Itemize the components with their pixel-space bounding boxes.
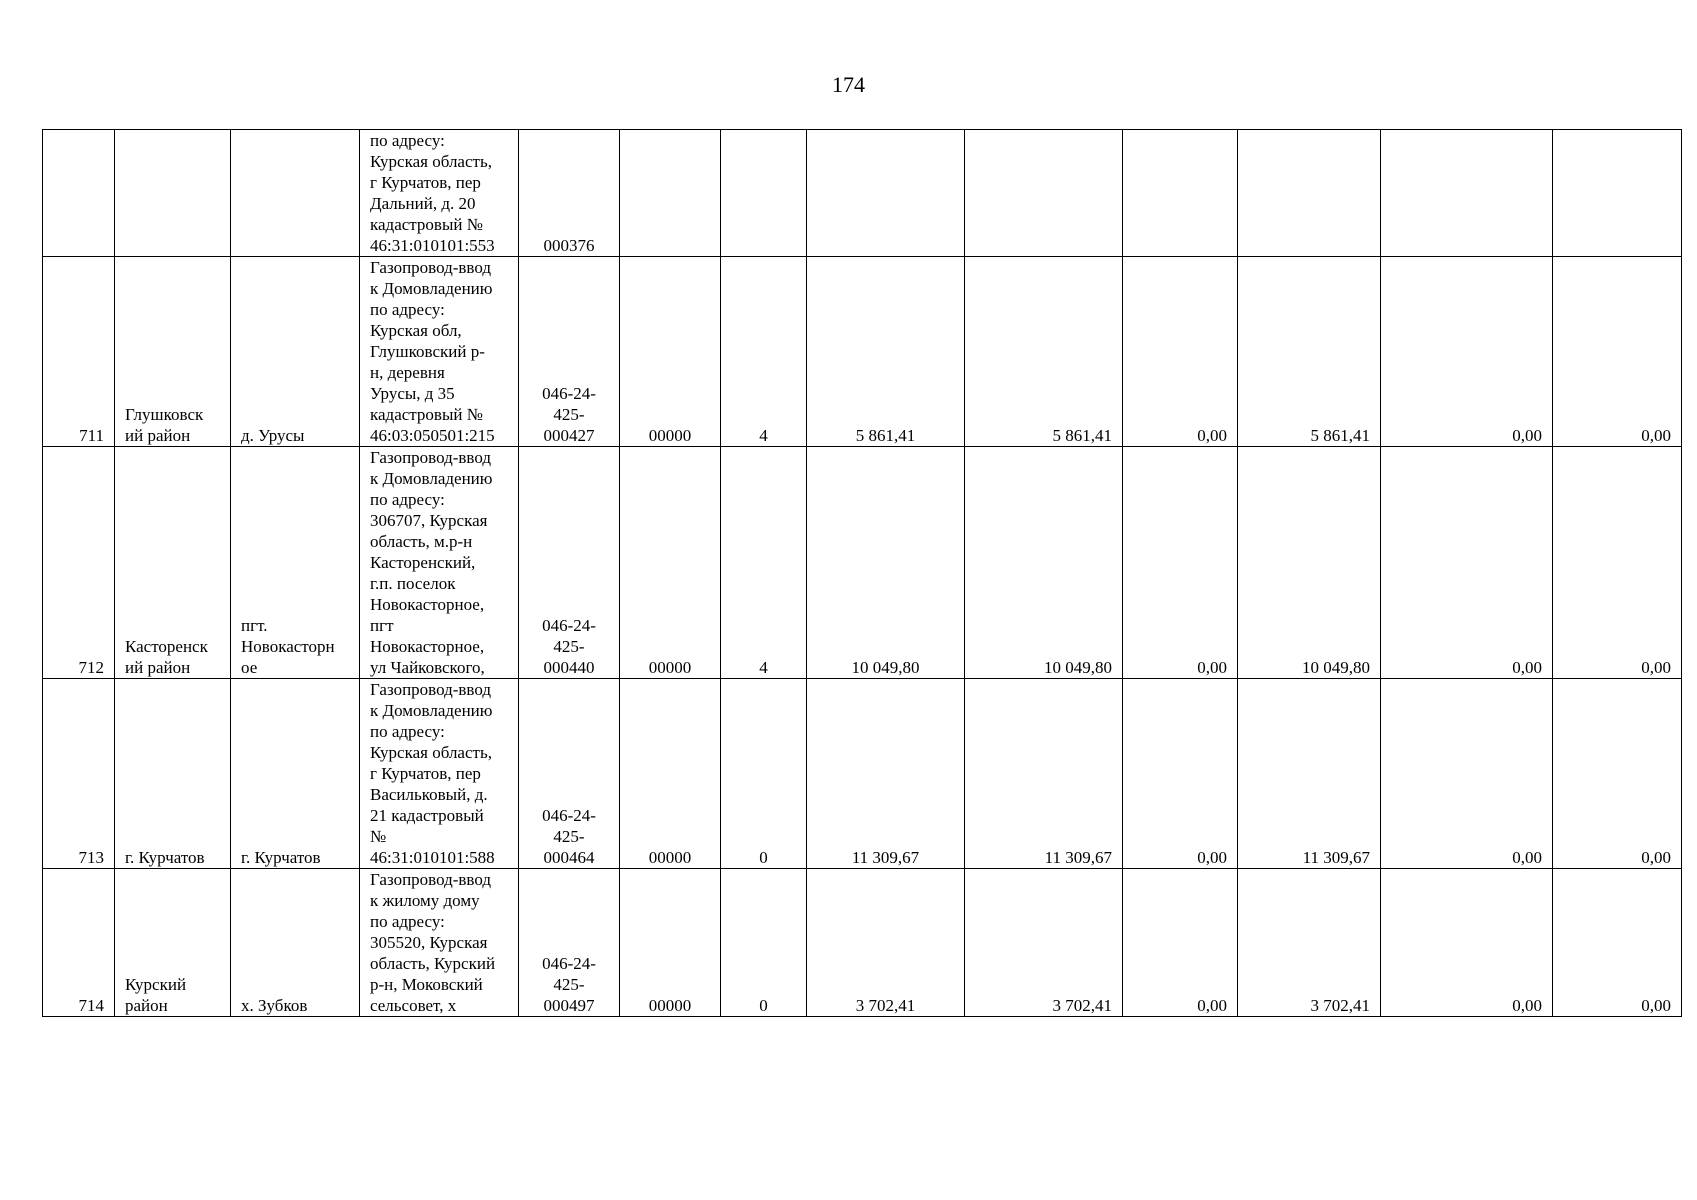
row-number-cell: 711 (43, 257, 115, 447)
value-1-cell: 5 861,41 (807, 257, 965, 447)
locality-cell (231, 130, 360, 257)
locality-cell: д. Урусы (231, 257, 360, 447)
district-cell: Касторенск ий район (115, 447, 231, 679)
value-2-cell: 3 702,41 (965, 869, 1123, 1017)
code-cell (620, 130, 721, 257)
inventory-number-cell: 046-24- 425- 000440 (519, 447, 620, 679)
code-cell: 00000 (620, 679, 721, 869)
value-2-cell: 5 861,41 (965, 257, 1123, 447)
value-6-cell: 0,00 (1553, 257, 1682, 447)
locality-cell: х. Зубков (231, 869, 360, 1017)
value-3-cell: 0,00 (1123, 447, 1238, 679)
value-1-cell: 3 702,41 (807, 869, 965, 1017)
value-5-cell (1381, 130, 1553, 257)
inventory-number-cell: 046-24- 425- 000427 (519, 257, 620, 447)
value-3-cell: 0,00 (1123, 257, 1238, 447)
value-1-cell (807, 130, 965, 257)
value-5-cell: 0,00 (1381, 869, 1553, 1017)
code-cell: 00000 (620, 257, 721, 447)
value-4-cell: 11 309,67 (1238, 679, 1381, 869)
value-6-cell: 0,00 (1553, 869, 1682, 1017)
table-row (43, 447, 1682, 679)
value-1-cell: 11 309,67 (807, 679, 965, 869)
district-cell (115, 130, 231, 257)
inventory-number-cell: 000376 (519, 130, 620, 257)
inventory-number-cell: 046-24- 425- 000497 (519, 869, 620, 1017)
value-5-cell: 0,00 (1381, 679, 1553, 869)
value-1-cell: 10 049,80 (807, 447, 965, 679)
table-row (43, 130, 1682, 257)
row-number-cell (43, 130, 115, 257)
value-5-cell: 0,00 (1381, 257, 1553, 447)
value-3-cell: 0,00 (1123, 679, 1238, 869)
row-number-cell: 714 (43, 869, 115, 1017)
value-4-cell: 3 702,41 (1238, 869, 1381, 1017)
quantity-cell: 4 (721, 447, 807, 679)
quantity-cell: 0 (721, 869, 807, 1017)
description-cell: Газопровод-ввод к Домовладению по адресу: Курская обл, Глушковский р- н, деревня Урусы, д 35 кадастровый № 46:03:050501:215 (360, 257, 519, 447)
table-row (43, 869, 1682, 1017)
district-cell: Курский район (115, 869, 231, 1017)
value-2-cell (965, 130, 1123, 257)
description-cell: Газопровод-ввод к Домовладению по адресу: Курская область, г Курчатов, пер Васильковый, д. 21 кадастровый № 46:31:010101:588 (360, 679, 519, 869)
description-cell: Газопровод-ввод к жилому дому по адресу: 305520, Курская область, Курский р-н, Моковский сельсовет, х (360, 869, 519, 1017)
description-cell: по адресу: Курская область, г Курчатов, пер Дальний, д. 20 кадастровый № 46:31:010101:553 (360, 130, 519, 257)
code-cell: 00000 (620, 447, 721, 679)
table-row (43, 257, 1682, 447)
value-4-cell (1238, 130, 1381, 257)
table-row (43, 679, 1682, 869)
row-number-cell: 713 (43, 679, 115, 869)
quantity-cell (721, 130, 807, 257)
quantity-cell: 0 (721, 679, 807, 869)
value-6-cell: 0,00 (1553, 679, 1682, 869)
value-5-cell: 0,00 (1381, 447, 1553, 679)
quantity-cell: 4 (721, 257, 807, 447)
district-cell: Глушковск ий район (115, 257, 231, 447)
code-cell: 00000 (620, 869, 721, 1017)
inventory-number-cell: 046-24- 425- 000464 (519, 679, 620, 869)
district-cell: г. Курчатов (115, 679, 231, 869)
value-2-cell: 10 049,80 (965, 447, 1123, 679)
value-4-cell: 10 049,80 (1238, 447, 1381, 679)
value-6-cell: 0,00 (1553, 447, 1682, 679)
page-number: 174 (832, 72, 865, 97)
locality-cell: пгт. Новокасторн ое (231, 447, 360, 679)
value-4-cell: 5 861,41 (1238, 257, 1381, 447)
value-3-cell: 0,00 (1123, 869, 1238, 1017)
row-number-cell: 712 (43, 447, 115, 679)
value-6-cell (1553, 130, 1682, 257)
value-2-cell: 11 309,67 (965, 679, 1123, 869)
locality-cell: г. Курчатов (231, 679, 360, 869)
registry-table (42, 129, 1682, 1017)
value-3-cell (1123, 130, 1238, 257)
description-cell: Газопровод-ввод к Домовладению по адресу: 306707, Курская область, м.р-н Касторенский, г.п. поселок Новокасторное, пгт Новокасторное, ул Чайковского, (360, 447, 519, 679)
